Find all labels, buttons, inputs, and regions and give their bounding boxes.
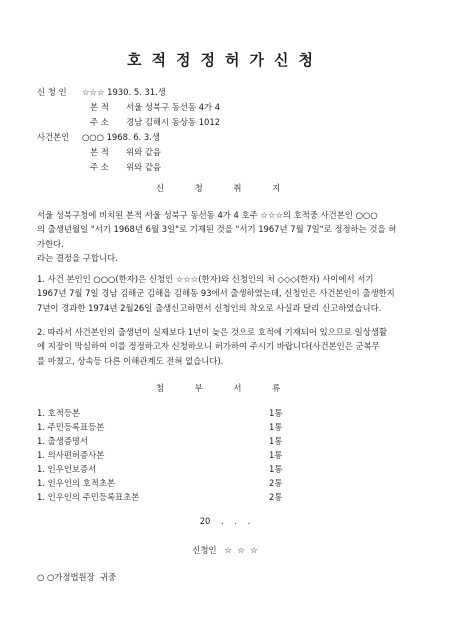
principal-name-dob: ○○○ 1968. 6. 3.생 [82, 132, 160, 142]
applicant-name-dob: ☆☆☆ 1930. 5. 31.생 [82, 87, 166, 97]
document-title: 호적정정허가신청 [127, 51, 323, 69]
reason-line: 에 지장이 막심하여 이를 정정하고자 신청하오니 허가하여 주시기 바랍니다(사건본인은 군복무 [37, 341, 380, 352]
attachment-name: 1. 주민등록표등본 [37, 422, 105, 432]
attachment-item [37, 462, 297, 476]
date-line: 20 . . . [199, 516, 251, 526]
attachment-count: 1통 [269, 422, 283, 432]
signature-line: 신청인 ☆ ☆ ☆ [192, 545, 258, 555]
applicant-address: 경남 김해시 동상동 1012 [126, 117, 221, 127]
attachment-name: 1. 인우인의 호적초본 [37, 478, 116, 488]
attachment-count: 1통 [269, 436, 283, 446]
attachment-item [37, 406, 297, 420]
attachment-count: 1통 [269, 408, 283, 418]
attachment-count: 1통 [269, 464, 283, 474]
attachment-item [37, 434, 297, 448]
addressee: ○ ○가정법원장 귀중 [37, 572, 117, 582]
attachment-item [37, 448, 297, 462]
reason-line: 2. 따라서 사건본인의 출생년이 실제보다 1년이 늦은 것으로 호적에 기재되어 있으므로 일상생활 [37, 327, 388, 337]
applicant-label: 신 청 인 [37, 87, 67, 97]
reason-line: 1967년 7월 7일 경남 김해군 김해읍 김해동 93에서 출생하였는데, 신청인은 사건본인이 출생한지 [37, 288, 395, 299]
reason-line: 1. 사건 본인인 ○○○(한자)은 신청인 ☆☆☆(한자)와 신청인의 처 ◇◇◇(한자) 사이에서 서기 [37, 274, 374, 284]
attachment-name: 1. 인우인보증서 [37, 464, 97, 474]
principal-label: 사건본인 [37, 132, 70, 142]
applicant-domicile-label: 본 적 [90, 102, 109, 112]
applicant-domicile: 서울 성북구 동선동 4가 4 [126, 102, 221, 112]
attachments-list [37, 406, 297, 504]
principal-domicile-label: 본 적 [90, 147, 109, 157]
attachment-count: 2통 [269, 492, 283, 502]
principal-address-label: 주 소 [90, 162, 109, 172]
reason-paragraph-1 [37, 272, 417, 315]
principal-address: 위와 같음 [126, 162, 162, 172]
principal-domicile: 위와 같음 [126, 147, 162, 157]
purpose-line: 의 출생년월일 "서기 1968년 6월 3일"로 기재된 것을 "서기 1967년 7월 7일"로 정정하는 것을 허 [37, 224, 397, 235]
attachment-name: 1. 인우인의 주민등록표초본 [37, 492, 140, 502]
attachment-item [37, 490, 297, 504]
purpose-line: 라는 결정을 구합니다. [37, 253, 118, 264]
purpose-line: 서울 성북구청에 비치된 본적 서울 성북구 동선동 4가 4 호주 ☆☆☆의 호적중 사건본인 ○○○ [37, 210, 378, 220]
attachment-item [37, 476, 297, 490]
attachment-count: 2통 [269, 478, 283, 488]
attachment-name: 1. 출생증명서 [37, 436, 89, 446]
purpose-line: 가한다. [37, 238, 64, 249]
reason-line: 7년이 경과한 1974년 2월26일 출생신고하면서 신청인의 착오로 사실과 달리 신고하였습니다. [37, 302, 382, 313]
attachment-count: 1통 [269, 450, 283, 460]
purpose-heading: 신 청 취 지 [155, 183, 295, 193]
reason-line: 를 마쳤고, 상속등 다른 이해관계도 전혀 없습니다). [37, 355, 224, 366]
attachment-name: 1. 호적등본 [37, 408, 81, 418]
purpose-body [37, 208, 417, 266]
reason-paragraph-2 [37, 325, 417, 368]
attachment-item [37, 420, 297, 434]
attachments-heading: 첨 부 서 류 [155, 383, 295, 393]
attachment-name: 1. 의사편허증사본 [37, 450, 105, 460]
applicant-address-label: 주 소 [90, 117, 109, 127]
